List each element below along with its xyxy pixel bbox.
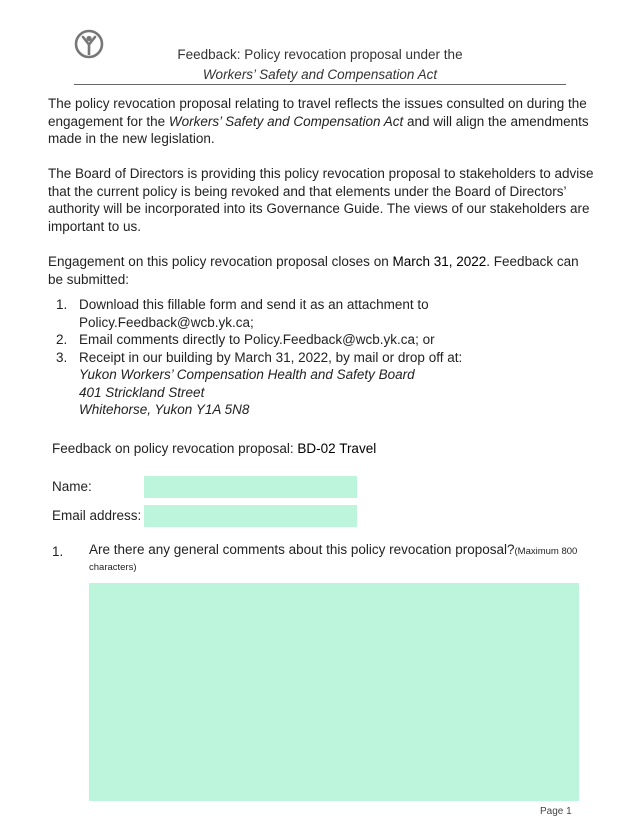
policy-name: BD-02 Travel [297, 441, 377, 456]
header-title-line-1: Feedback: Policy revocation proposal under the [177, 47, 463, 62]
intro-paragraph-1: The policy revocation proposal relating to travel reflects the issues consulted on during the engagement for the Workers’ Safety and Compensation Act and will align the amendments made in the new legislation. [48, 96, 589, 146]
email-label: Email address: [52, 508, 142, 523]
email-input[interactable] [144, 505, 357, 527]
feedback-policy-label: Feedback on policy revocation proposal: BD-02 Travel [52, 441, 377, 456]
name-input[interactable] [144, 476, 357, 498]
page-number: Page 1 [540, 806, 572, 817]
name-label: Name: [52, 479, 92, 494]
question-text: Are there any general comments about this policy revocation proposal?(Maximum 800 characters) [89, 542, 578, 573]
submission-steps-list [48, 296, 596, 419]
intro-paragraph-3: Engagement on this policy revocation proposal closes on March 31, 2022. Feedback can be submitted: [48, 254, 579, 287]
header-divider [74, 84, 566, 85]
address-line: 401 Strickland Street [79, 384, 205, 400]
closing-date: March 31, 2022 [392, 254, 487, 269]
list-item: 2. Email comments directly to Policy.Feedback@wcb.yk.ca; or [56, 332, 435, 347]
header-title-line-2: Workers’ Safety and Compensation Act [202, 67, 438, 82]
address-line: Whitehorse, Yukon Y1A 5N8 [79, 402, 250, 417]
address-line: Yukon Workers’ Compensation Health and Safety Board [79, 367, 415, 382]
list-item: 1. Download this fillable form and send it as an attachment to Policy.Feedback@wcb.yk.ca; [56, 297, 429, 330]
question-number: 1. [52, 544, 64, 559]
intro-paragraph-2: The Board of Directors is providing this policy revocation proposal to stakeholders to advise that the current policy is being revoked and that elements under the Board of Directors’ authority will be incorporated into its Governance Guide. The views of our stakeholders are important to us. [48, 166, 594, 234]
general-comments-textarea[interactable] [89, 583, 579, 801]
list-item: 3. Receipt in our building by March 31, 2022, by mail or drop off at: Yukon Workers’ Compensation Health and Safety Board 401 Strickland Street Whitehorse, Yukon Y1A 5N8 [48, 349, 596, 419]
question-note: (Maximum 800 characters) [89, 546, 578, 573]
document-header [74, 45, 566, 85]
